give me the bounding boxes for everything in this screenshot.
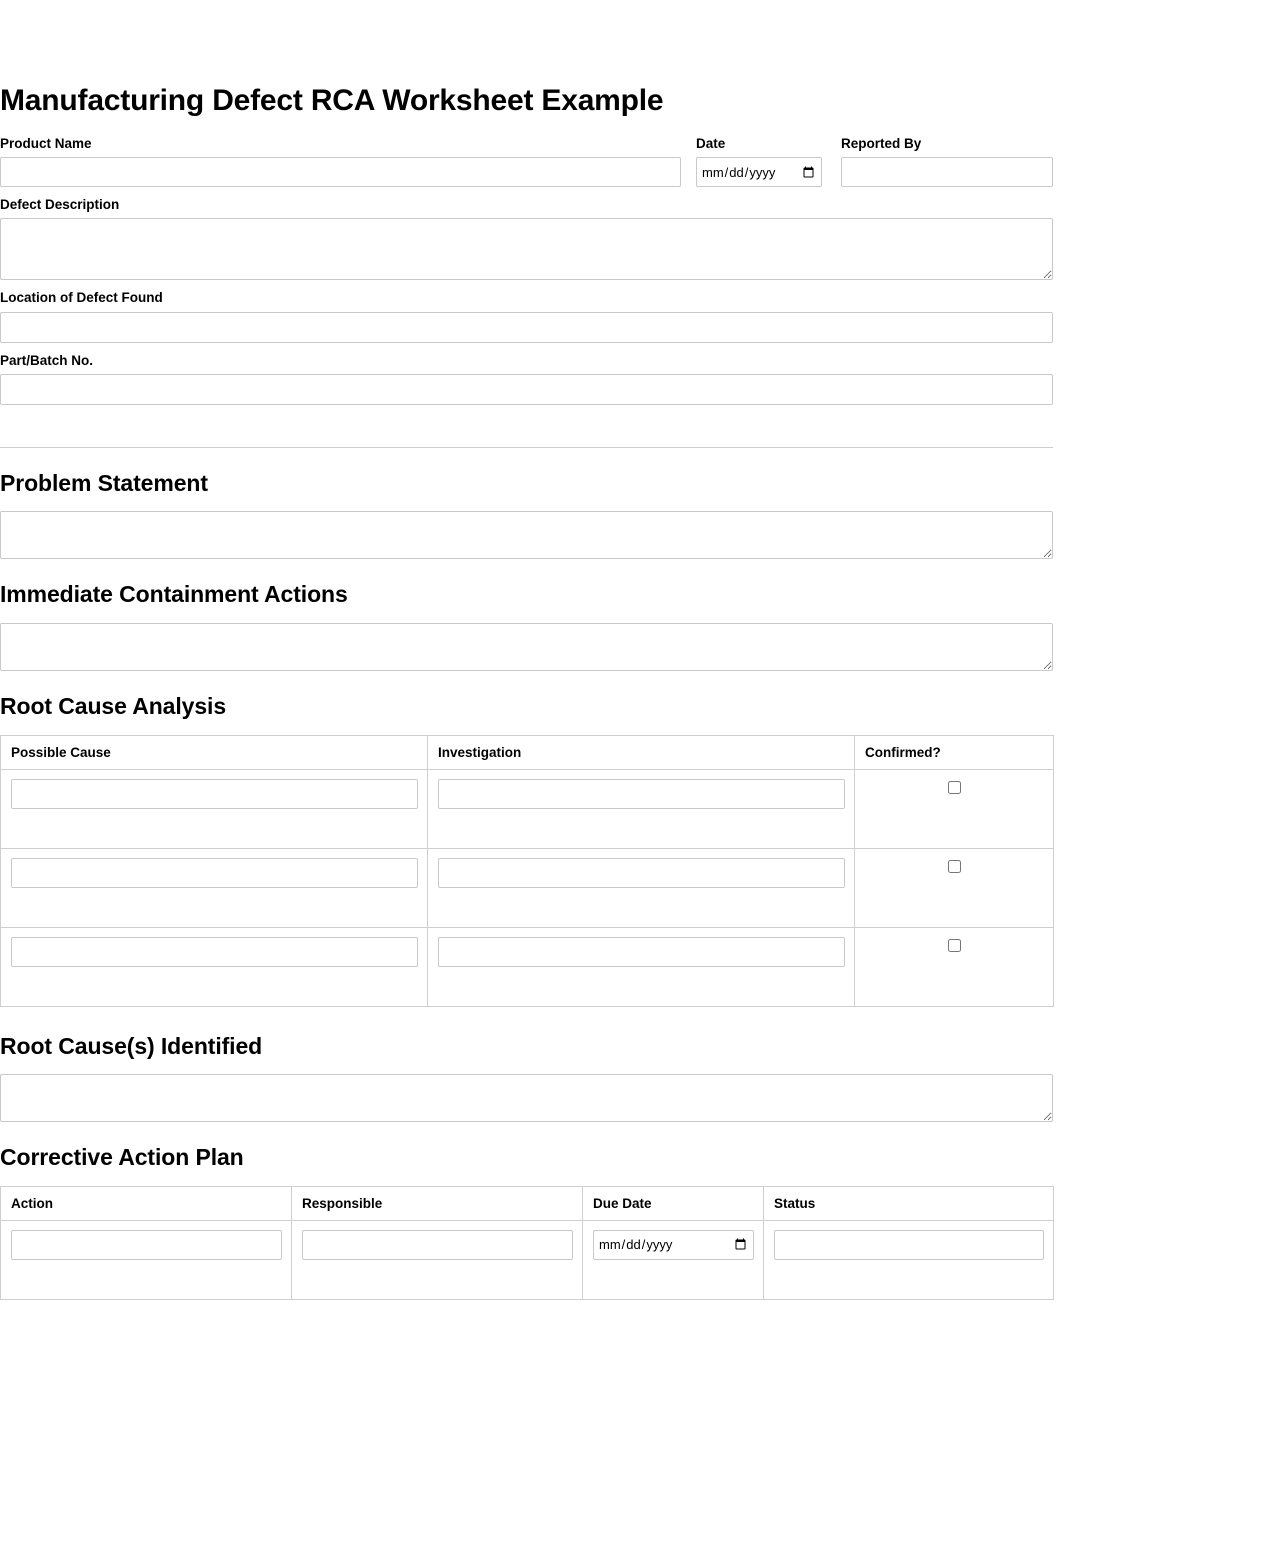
product-name-field-group <box>0 136 682 187</box>
reported-by-field-group <box>841 136 1053 187</box>
cap-status-input[interactable] <box>774 1230 1044 1260</box>
rca-possible-cause-input[interactable] <box>11 937 418 967</box>
cap-cell-action <box>1 1220 292 1299</box>
rca-cell-possible-cause <box>1 927 428 1006</box>
cap-cell-status <box>764 1220 1054 1299</box>
cap-cell-responsible <box>292 1220 583 1299</box>
root-cause-analysis-table <box>0 735 1054 1007</box>
rca-investigation-input[interactable] <box>438 937 845 967</box>
cap-column-header-action: Action <box>1 1186 292 1220</box>
identity-row <box>0 136 1053 187</box>
product-name-input[interactable] <box>0 157 681 187</box>
defect-description-label: Defect Description <box>0 197 120 213</box>
cap-cell-due-date <box>583 1220 764 1299</box>
cap-due-date-input[interactable] <box>593 1230 754 1260</box>
rca-investigation-input[interactable] <box>438 779 845 809</box>
rca-confirmed-checkbox[interactable] <box>948 781 961 794</box>
rca-cell-possible-cause <box>1 769 428 848</box>
defect-description-textarea[interactable] <box>0 218 1053 280</box>
rca-possible-cause-input[interactable] <box>11 858 418 888</box>
part-batch-no-label: Part/Batch No. <box>0 352 94 368</box>
location-of-defect-input[interactable] <box>0 312 1053 343</box>
problem-statement-heading: Problem Statement <box>0 469 208 496</box>
table-row <box>1 927 1054 1006</box>
table-header-row <box>1 735 1054 769</box>
rca-cell-investigation <box>428 848 855 927</box>
date-label: Date <box>696 136 726 151</box>
product-name-label: Product Name <box>0 136 92 151</box>
containment-actions-heading: Immediate Containment Actions <box>0 581 348 608</box>
root-cause-analysis-heading: Root Cause Analysis <box>0 692 227 719</box>
part-batch-no-field-group <box>0 353 1053 405</box>
date-input[interactable] <box>696 157 822 187</box>
cap-action-input[interactable] <box>11 1230 282 1260</box>
date-field-group <box>696 136 841 187</box>
rca-column-header-investigation: Investigation <box>428 735 855 769</box>
reported-by-label: Reported By <box>841 136 922 151</box>
cap-column-header-responsible: Responsible <box>292 1186 583 1220</box>
table-header-row <box>1 1186 1054 1220</box>
table-row <box>1 769 1054 848</box>
rca-possible-cause-input[interactable] <box>11 779 418 809</box>
rca-column-header-confirmed: Confirmed? <box>855 735 1054 769</box>
location-of-defect-label: Location of Defect Found <box>0 290 163 306</box>
reported-by-input[interactable] <box>841 157 1053 187</box>
rca-cell-investigation <box>428 927 855 1006</box>
worksheet-body <box>0 136 1053 1300</box>
rca-cell-confirmed <box>855 927 1054 1006</box>
page-title: Manufacturing Defect RCA Worksheet Example <box>0 84 664 117</box>
cap-column-header-due-date: Due Date <box>583 1186 764 1220</box>
cap-column-header-status: Status <box>764 1186 1054 1220</box>
cap-cell-status <box>764 1299 1054 1300</box>
rca-cell-possible-cause <box>1 848 428 927</box>
root-causes-identified-heading: Root Cause(s) Identified <box>0 1032 263 1059</box>
rca-confirmed-checkbox[interactable] <box>948 860 961 873</box>
rca-cell-confirmed <box>855 769 1054 848</box>
cap-responsible-input[interactable] <box>302 1230 573 1260</box>
table-row <box>1 1299 1054 1300</box>
root-causes-identified-textarea[interactable] <box>0 1074 1053 1122</box>
part-batch-no-input[interactable] <box>0 374 1053 405</box>
rca-column-header-possible-cause: Possible Cause <box>1 735 428 769</box>
table-row <box>1 1220 1054 1299</box>
cap-cell-due-date <box>583 1299 764 1300</box>
defect-description-field-group <box>0 197 1053 280</box>
rca-investigation-input[interactable] <box>438 858 845 888</box>
problem-statement-textarea[interactable] <box>0 511 1053 559</box>
rca-cell-confirmed <box>855 848 1054 927</box>
rca-confirmed-checkbox[interactable] <box>948 939 961 952</box>
cap-cell-responsible <box>292 1299 583 1300</box>
table-row <box>1 848 1054 927</box>
location-of-defect-field-group <box>0 290 1053 342</box>
containment-actions-textarea[interactable] <box>0 623 1053 671</box>
cap-cell-action <box>1 1299 292 1300</box>
corrective-action-plan-table <box>0 1186 1054 1300</box>
corrective-action-plan-heading: Corrective Action Plan <box>0 1144 244 1171</box>
rca-cell-investigation <box>428 769 855 848</box>
